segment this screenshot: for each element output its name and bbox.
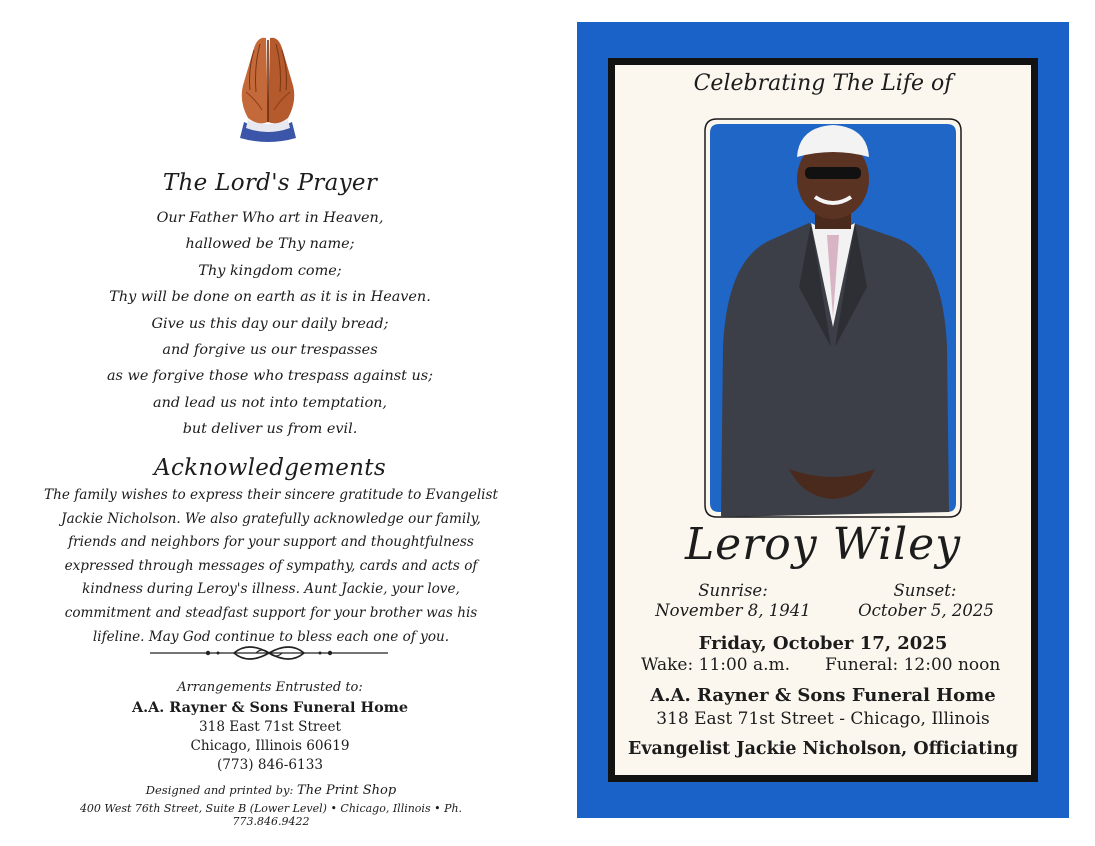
prayer-line: Thy will be done on earth as it is in Heaven. [109,289,431,306]
arrangements-phone: (773) 846-6133 [216,757,323,773]
praying-hands-icon [222,30,314,142]
prayer-line: hallowed be Thy name; [185,236,355,253]
acknowledgements-title: Acknowledgements [154,455,386,481]
prayer-line: but deliver us from evil. [182,421,358,438]
cover-card [615,65,1031,775]
prayer-line: Give us this day our daily bread; [151,315,389,332]
printer-address: 400 West 76th Street, Suite B (Lower Level) • Chicago, Illinois • Ph. 773.846.9422 [79,802,463,828]
printer-shop-name: The Print Shop [297,783,397,798]
prayer-title: The Lord's Prayer [162,170,378,196]
printer-credit-label: Designed and printed by: [145,783,294,797]
sunrise-date: November 8, 1941 [655,601,811,620]
left-panel [0,0,540,846]
sunset-date: October 5, 2025 [858,601,994,620]
prayer-line: Thy kingdom come; [198,262,342,279]
funeral-home-name: A.A. Rayner & Sons Funeral Home [650,685,996,706]
arrangements-funeral-home: A.A. Rayner & Sons Funeral Home [131,699,409,716]
arrangements-street: 318 East 71st Street [199,719,341,735]
officiating: Evangelist Jackie Nicholson, Officiating [628,739,1018,759]
ornamental-divider [148,640,390,666]
arrangements-city: Chicago, Illinois 60619 [190,738,350,754]
celebrating-heading: Celebrating The Life of [693,71,953,96]
prayer-line: and forgive us our trespasses [162,341,378,358]
funeral-home-address: 318 East 71st Street - Chicago, Illinois [656,709,990,729]
portrait-photo [703,117,963,519]
arrangements-label: Arrangements Entrusted to: [177,680,363,695]
wake-time: Wake: 11:00 a.m. [641,655,791,675]
deceased-name: Leroy Wiley [684,519,962,570]
prayer-line: as we forgive those who trespass against us; [106,368,434,385]
service-date: Friday, October 17, 2025 [698,633,948,654]
prayer-line: and lead us not into temptation, [153,394,387,411]
acknowledgements-text: The family wishes to express their sincere gratitude to Evangelist Jackie Nicholson. We also gratefully acknowledge our family, friends and neighbors for your support and thoughtfulness expressed through messages of sympathy, cards and acts of kindness during Leroy's illness. Aunt Jackie, your love, commitment and steadfast support for your brother was his lifeline. May God continue to bless each one of you. [44,487,498,645]
printer-credit [40,783,502,798]
funeral-time: Funeral: 12:00 noon [825,655,1001,675]
sunrise-label: Sunrise: [698,581,768,600]
prayer-line: Our Father Who art in Heaven, [156,210,384,226]
sunset-label: Sunset: [893,581,957,600]
prayer-text [70,205,470,443]
